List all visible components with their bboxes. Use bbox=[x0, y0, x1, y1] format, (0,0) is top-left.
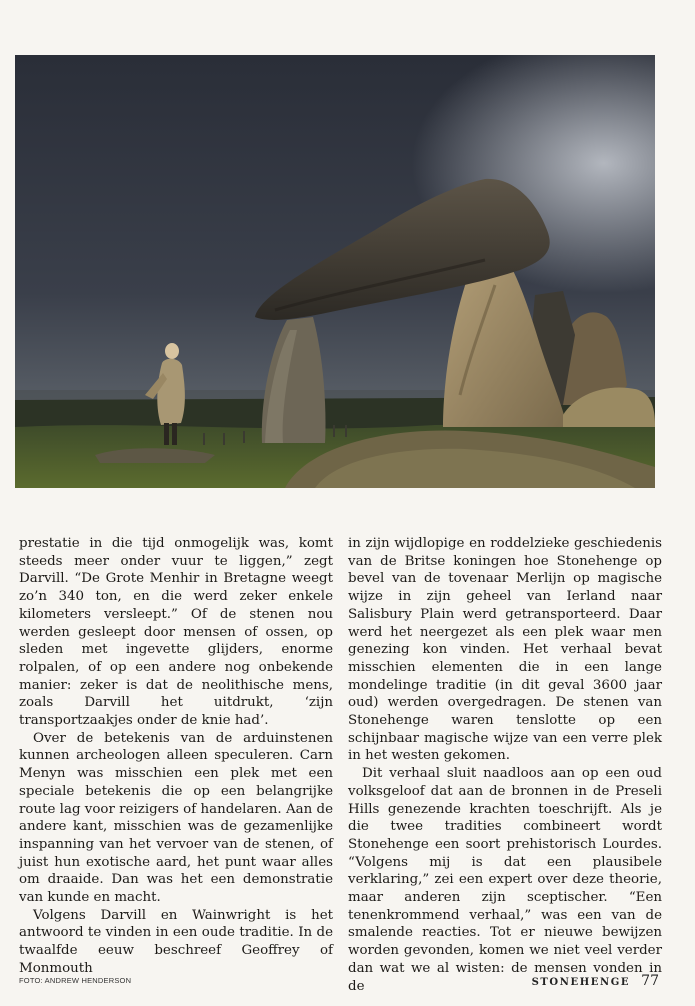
running-head: STONEHENGE bbox=[531, 977, 631, 988]
text-column-left bbox=[19, 535, 333, 978]
page-folio bbox=[532, 970, 659, 989]
paragraph: Over de betekenis van de arduinstenen kunnen archeologen alleen speculeren. Carn Menyn was misschien een plek met een speciale betekenis die op een belangrijke route lag voor reizigers of handelaren. Aan de andere kant, misschien was de gezamenlijke inspanning van het vervoer van de stenen, of juist hun exotische aard, het punt waar alles om draaide. Dan was het een demonstratie van kunde en macht. bbox=[19, 730, 333, 906]
dolmen-photo bbox=[15, 55, 655, 488]
dolmen-illustration bbox=[15, 55, 655, 488]
paragraph: in zijn wijdlopige en roddelzieke geschiedenis van de Britse koningen hoe Stonehenge op bevel van de tovenaar Merlijn op magische wijze in zijn geheel van Ierland naar Salisbury Plain werd getransporteerd. Daar werd het neergezet als een plek waar men genezing kon vinden. Het verhaal bevat misschien elementen die in een lange mondelinge traditie (in dit geval 3600 jaar oud) werden overgedragen. De stenen van Stonehenge waren tenslotte op een schijnbaar magische wijze van een verre plek in het westen gekomen. bbox=[348, 536, 662, 764]
paragraph: Dit verhaal sluit naadloos aan op een oud volksgeloof dat aan de bronnen in de Preseli Hills genezende krachten toeschrijft. Als je die twee tradities combineert wordt Stonehenge een soort prehistorisch Lourdes. “Volgens mij is dat een plausibele verklaring,” zei een expert over deze theorie, maar anderen zijn sceptischer. “Een tenenkrommend verhaal,” was een van de smalende reacties. Tot er nieuwe bewijzen worden gevonden, komen we niet veel verder dan wat we al wisten: de mensen vonden in de bbox=[348, 766, 662, 994]
paragraph: prestatie in die tijd onmogelijk was, komt steeds meer onder vuur te liggen,” zegt Darvill. “De Grote Menhir in Bretagne weegt zo’n 340 ton, en die werd zeker enkele kilometers versleept.” Of de stenen nou werden gesleept door mensen of ossen, op sleden met ingevette glijders, enorme rolpalen, of op een andere nog onbekende manier: zeker is dat de neolithische mens, zoals Darvill het uitdrukt, ‘zijn transportzaakjes onder de knie had’. bbox=[19, 536, 333, 729]
paragraph: Volgens Darvill en Wainwright is het antwoord te vinden in een oude traditie. In de twaalfde eeuw beschreef Geoffrey of Monmouth bbox=[19, 907, 333, 976]
page-number: 77 bbox=[641, 973, 659, 989]
text-column-right bbox=[348, 535, 662, 995]
photo-credit: FOTO: ANDREW HENDERSON bbox=[19, 976, 132, 985]
